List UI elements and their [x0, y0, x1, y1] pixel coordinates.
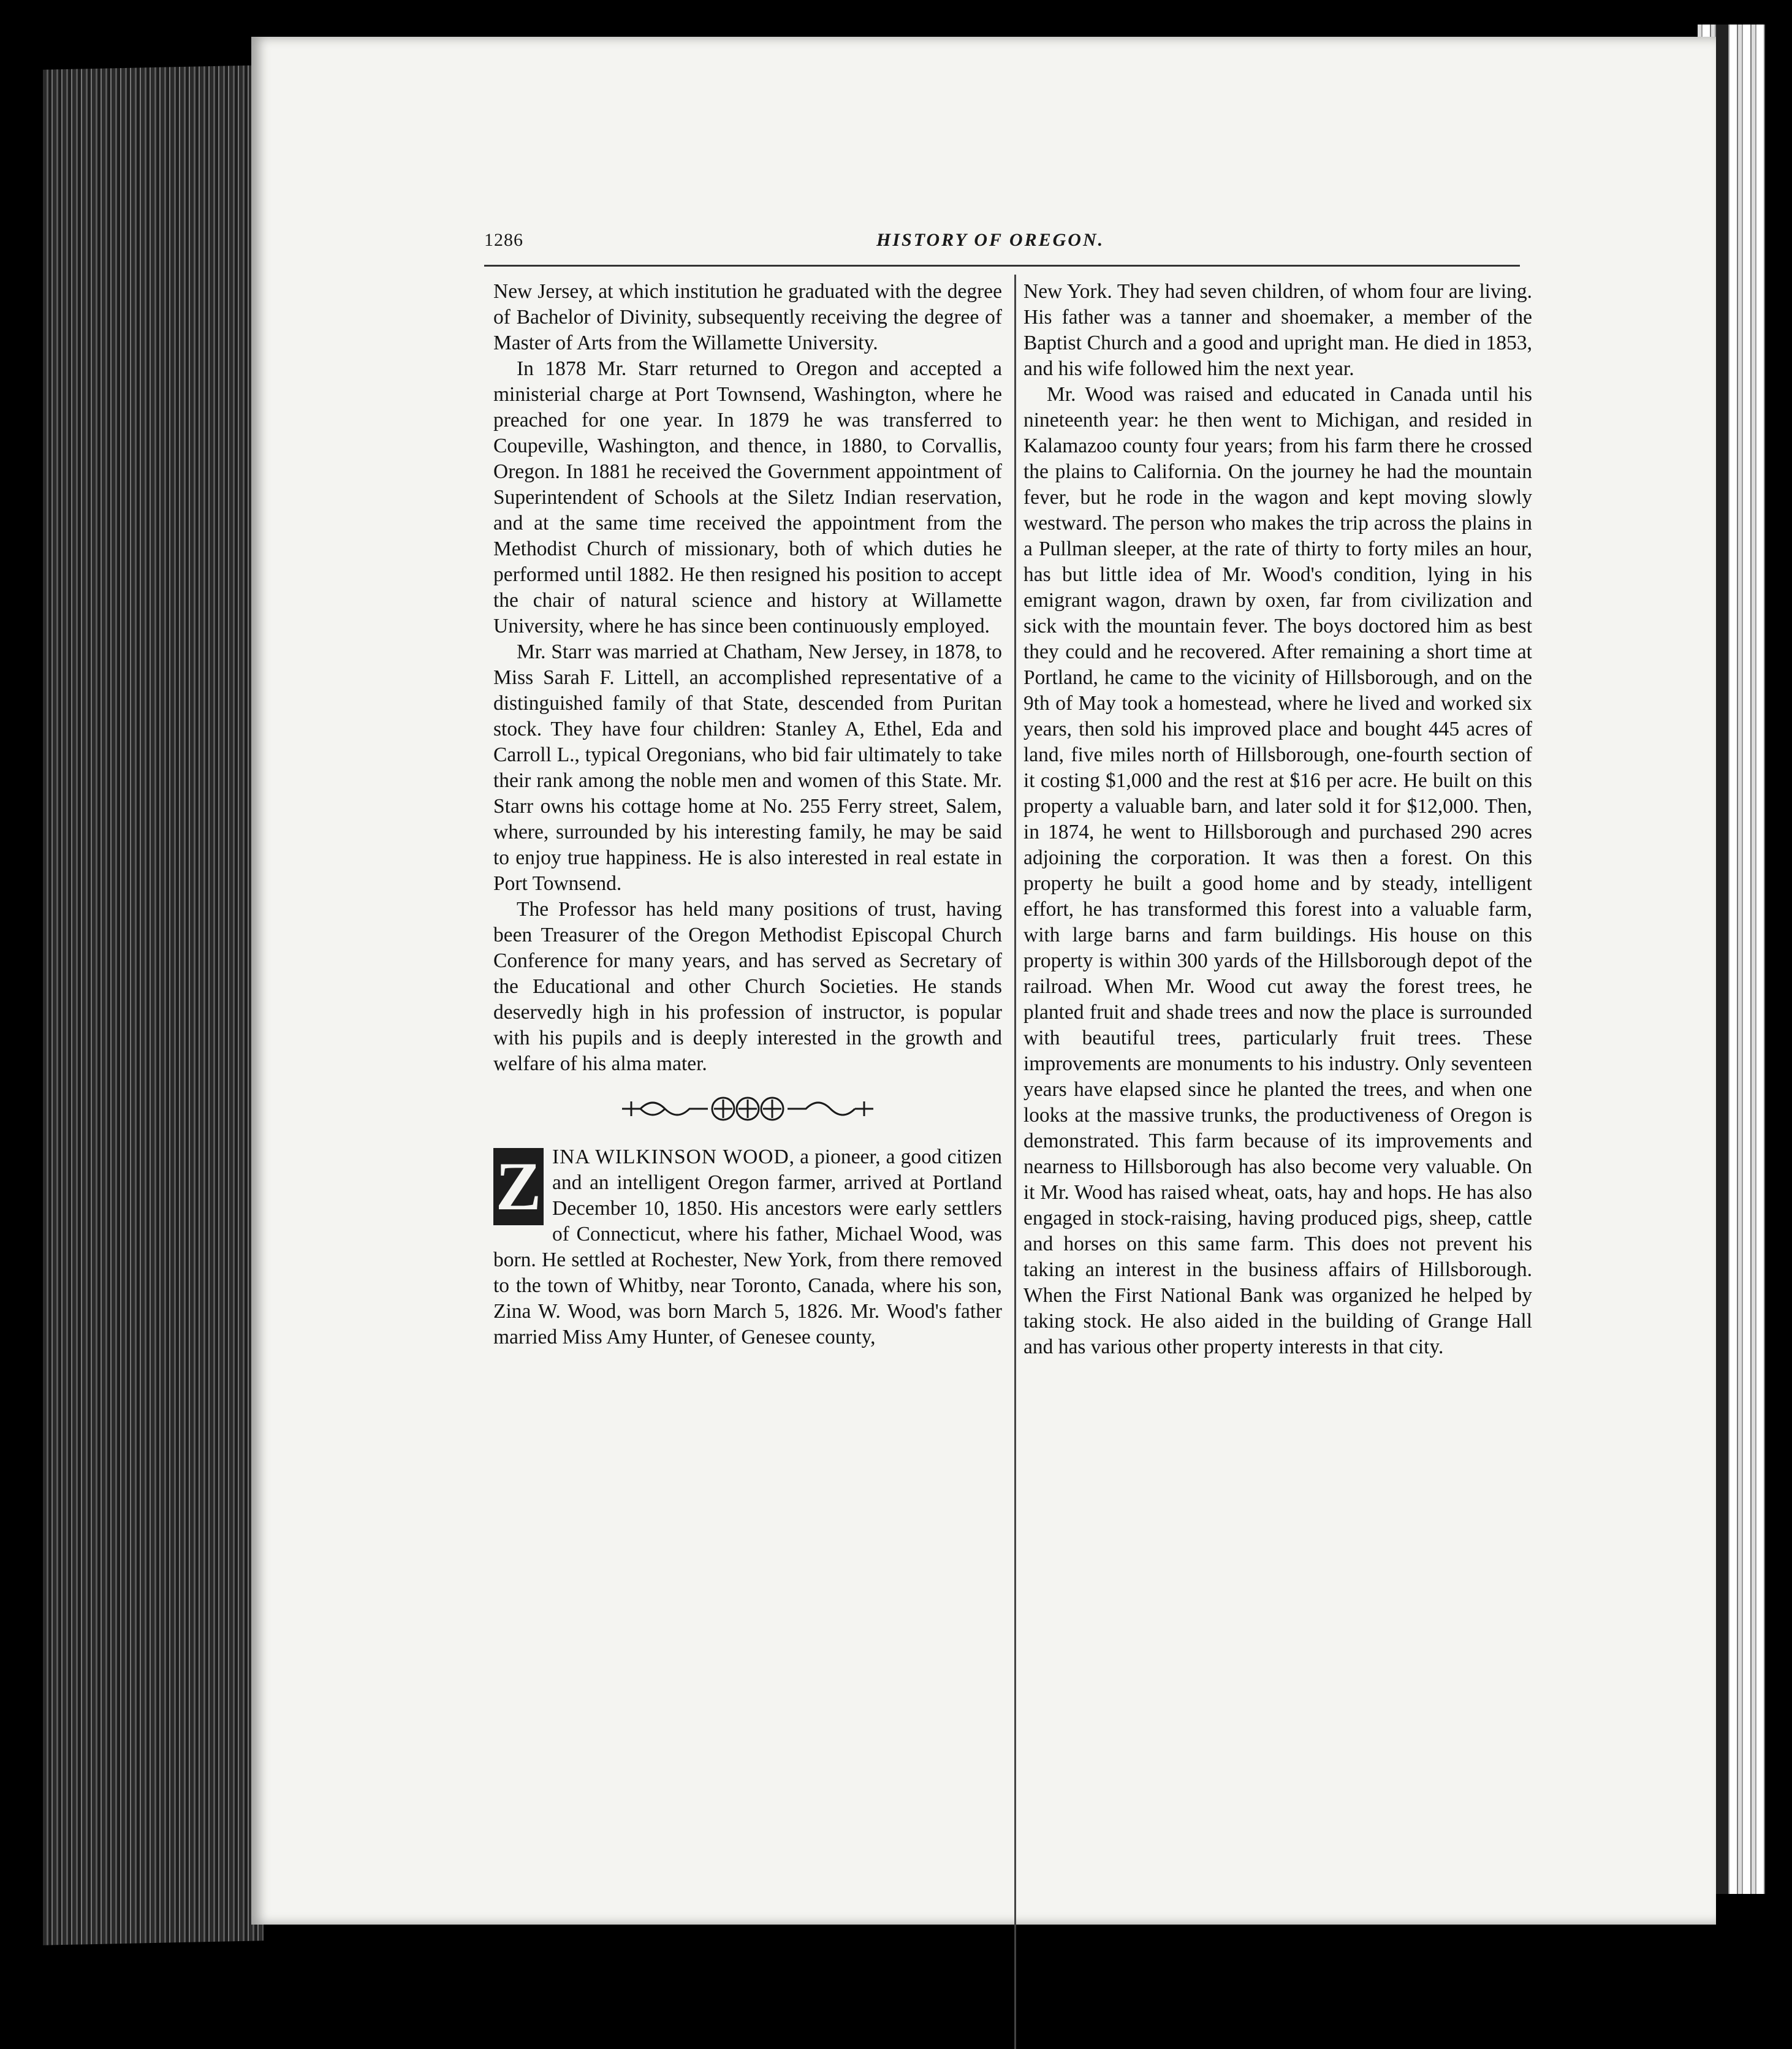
paragraph: The Professor has held many positions of trust, having been Treasurer of the Oregon Methodist Episcopal Church Conference for many years, and has served as Secretary of the Educational and other Church Societies. He stands deservedly high in his profession of instructor, is popular with his pupils and is deeply interested in the growth and welfare of his alma mater.: [493, 898, 1002, 1075]
page-number: 1286: [484, 230, 523, 250]
scan-border: [0, 0, 43, 2005]
right-column: [1023, 279, 1532, 1360]
right-page-gutter: [1716, 25, 1728, 1894]
paragraph: New York. They had seven children, of whom four are living. His father was a tanner and shoemaker, a member of the Baptist Church and a good and upright man. He died in 1853, and his wife followed him the next year.: [1023, 280, 1532, 380]
running-title: HISTORY OF OREGON.: [876, 230, 1105, 250]
header-rule: [484, 265, 1520, 267]
paragraph: In 1878 Mr. Starr returned to Oregon and accepted a ministerial charge at Port Townsend, Washington, where he preached for one year. In 1879 he was transferred to Coupeville, Washington, and thence, in 1880, to Corvallis, Oregon. In 1881 he received the Government appointment of Superintendent of Schools at the Siletz Indian reservation, and at the same time received the appointment from the Methodist Church of missionary, both of which duties he performed until 1882. He then resigned his position to accept the chair of natural science and history at Willamette University, where he has since been continuously employed.: [493, 357, 1002, 637]
paragraph: Mr. Starr was married at Chatham, New Jersey, in 1878, to Miss Sarah F. Littell, an accomplished representative of a distinguished family of that State, descended from Puritan stock. They have four children: Stanley A, Ethel, Eda and Carroll L., typical Oregonians, who bid fair ultimately to take their rank among the noble men and women of this State. Mr. Starr owns his cottage home at No. 255 Ferry street, Salem, where, surrounded by his interesting family, he may be said to enjoy true happiness. He is also interested in real estate in Port Townsend.: [493, 641, 1002, 895]
drop-cap-letter: Z: [493, 1148, 544, 1225]
column-divider: [1014, 275, 1016, 2049]
section-divider-ornament: [616, 1090, 879, 1127]
biography-opening: [493, 1144, 1002, 1350]
book-page-edges: [43, 65, 264, 1945]
subject-name: INA WILKINSON WOOD: [552, 1146, 789, 1168]
paragraph: Mr. Wood was raised and educated in Canada until his nineteenth year: he then went to Michigan, and resided in Kalamazoo county four years; from his farm there he crossed the plains to California. On the journey he had the mountain fever, but he rode in the wagon and kept moving slowly westward. The person who makes the trip across the plains in a Pullman sleeper, at the rate of thirty to forty miles an hour, has but little idea of Mr. Wood's condition, lying in his emigrant wagon, drawn by oxen, far from civilization and sick with the mountain fever. The boys doctored him as best they could and he recovered. After remaining a short time at Portland, he came to the vicinity of Hillsborough, and on the 9th of May took a homestead, where he lived and worked six years, then sold his improved place and bought 445 acres of land, five miles north of Hillsborough, one-fourth section of it costing $1,000 and the rest at $16 per acre. He built on this property a valuable barn, and later sold it for $12,000. Then, in 1874, he went to Hillsborough and purchased 290 acres adjoining the corporation. It was then a forest. On this property he built a good home and by steady, intelligent effort, he has transformed this forest into a valuable farm, with large barns and farm buildings. His house on this property is within 300 yards of the Hillsborough depot of the railroad. When Mr. Wood cut away the forest trees, he planted fruit and shade trees and now the place is surrounded with beautiful trees, particularly fruit trees. These improvements are monuments to his industry. Only seventeen years have elapsed since he planted the trees, and when one looks at the massive trunks, the productiveness of Oregon is demonstrated. This farm because of its improvements and nearness to Hillsborough has also become very valuable. On it Mr. Wood has raised wheat, oats, hay and hops. He has also engaged in stock-raising, having produced pigs, sheep, cattle and horses on this same farm. This does not prevent his taking an interest in the business affairs of Hillsborough. When the First National Bank was organized he helped by taking stock. He also aided in the building of Grange Hall and has various other property interests in that city.: [1023, 383, 1532, 1358]
left-column: [493, 279, 1002, 1350]
paragraph: , a pioneer, a good citizen and an intelligent Oregon farmer, arrived at Portland December 10, 1850. His ancestors were early settlers of Connecticut, where his father, Michael Wood, was born. He settled at Rochester, New York, from there removed to the town of Whitby, near Toronto, Canada, where his son, Zina W. Wood, was born March 5, 1826. Mr. Wood's father married Miss Amy Hunter, of Genesee county,: [493, 1146, 1002, 1348]
page-header: [484, 230, 1517, 267]
paragraph: New Jersey, at which institution he graduated with the degree of Bachelor of Divinity, subsequently receiving the degree of Master of Arts from the Willamette University.: [493, 280, 1002, 354]
